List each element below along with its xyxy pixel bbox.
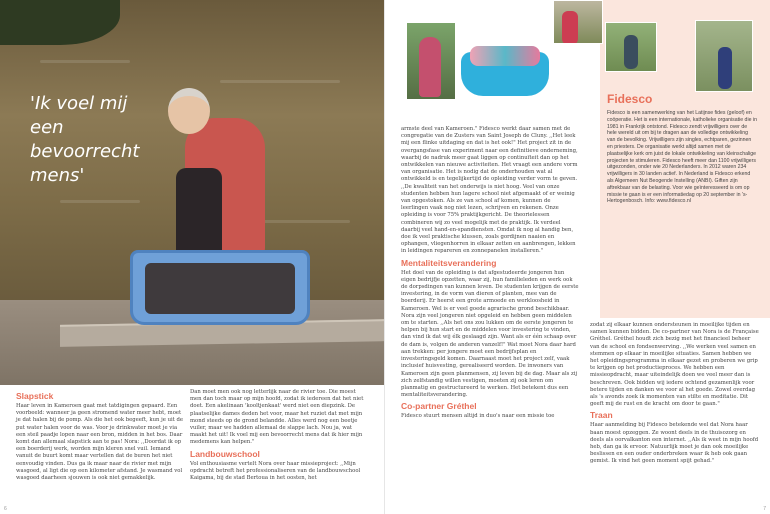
sidebar-title: Fidesco: [607, 92, 653, 106]
water-ripple: [40, 60, 130, 63]
section-heading-co-partner: Co-partner Gréthel: [401, 401, 477, 412]
colorful-clothes: [470, 46, 540, 66]
person-figure: [718, 47, 732, 89]
laundry-in-basin: [145, 263, 295, 314]
person-figure: [419, 37, 441, 97]
photo-woman-carrying: [553, 0, 603, 44]
water-ripple: [220, 80, 340, 83]
laundry-basin: [130, 250, 310, 325]
paragraph: zodat zij elkaar kunnen ondersteunen in moeilijke tijden en samen kunnen bidden. De co-partner van Nora is de Française Gréthel. Gréthel houdt zich bezig met het financieel beheer van de school en fondsenwerving. ,,We werken veel samen en stemmen op elkaar in moeilijke situaties. Samen hebben we het opleidingsprogramma in elkaar gezet en proberen we grip te krijgen op het productieproces. We hebben een missieopdracht, maar uiteindelijk doen we veel meer dan is beschreven. Ook bidden wij iedere ochtend gezamenlijk voor betere tijden en danken we voor al het goede. Zowel overdag als 's avonds zoek ik momenten van stilte en meditatie. Dit geeft mij de rust en de kracht om door te gaan.": [590, 322, 759, 408]
section-heading-slapstick: Slapstick: [16, 391, 54, 401]
sidebar-text: Fidesco is een samenwerking van het Latijnse fides (geloof) en coöperatie. Het is een internationale, katholieke organisatie die in 1981 in Frankrijk ontstond. Fidesco zendt vrijwilligers over de hele wereld uit om bij te dragen aan de volledige ontwikkeling van de bevolking. Vrijwilligers zijn singles, echtparen, gezinnen en priesters. De organisatie werkt altijd samen met de plaatselijke kerk om juist de lokale ontwikkeling van kleinschalige projecten te stimuleren. Fidesco heeft meer dan 1100 vrijwilligers uitgezonden, onder wie 20 Nederlanders. In 2012 waren 234 vrijwilligers in 30 landen actief. In Nederland is Fidesco erkend als Algemeen Nut Beogende Instelling (ANBI). Giften zijn aftrekbaar van de belasting. Voor wie geïnteresseerd is om op missie te gaan is er een informatiedag op 20 september in 's-Hertogenbosch. Info: www.fidesco.nl: [607, 110, 757, 205]
woman-head: [168, 88, 210, 134]
person-figure: [624, 35, 638, 69]
paragraph: Haar aanmelding bij Fidesco betekende wel dat Nora haar baan moest opzeggen. Ze woont deels in de thuisozorg en deels als oorvalkanton een internet. ,,Als ik weet in mijn hoofd heb, dan ga ik ervoor. Natuurlijk moet je dan ook moeilijke beslissen en een ouder onderbreken waar ik heb ook gaan gemist. Ik vind het geen moment spijt gehad.": [590, 422, 759, 465]
section-heading-traan: Traan: [590, 410, 613, 421]
woman-washing-photo: [0, 0, 385, 385]
photo-woman-garden: [695, 20, 753, 92]
left-column-2: [190, 389, 365, 484]
left-column-1: [16, 389, 186, 484]
water-ripple: [60, 200, 140, 203]
section-heading-mentaliteitsverandering: Mentaliteitsverandering: [401, 257, 497, 268]
paragraph: Fidesco stuurt mensen altijd in duo's naar een missie toe: [401, 413, 555, 420]
pull-quote: 'Ik voel mij een bevoorrecht mens': [30, 93, 140, 186]
page-number-left: 6: [4, 506, 7, 512]
paragraph: Haar leven in Kameroen gaat met tatdigingen gepaard. Een voorbeeld: wanneer ja geen stromend water meer hebt, moet je dat halen bij de pomp. Als die het ook begeeft, kun je uit de put water halen voor de was. Voor je drinkwater moet je via een steil paadje lopen naar een bron, midden in het bos. Daar komt dan allemaal slapstick aan te pas! Nora: ,,Doordat ik op een boerderij werk, worden mijn kleren snel vuil. Iemand vanuit de buurt komt maar vertellen dat de buren het niet eenvoudig vinden. Dus ga ik maar naar de rivier met mijn wasgoed, al ligt die op een kilometer afstand. Je wasmand vol wasgoed daarheen sjouwen is ook niet gemakkelijk.: [16, 403, 184, 482]
section-heading-landbouwschool: Landbouwschool: [190, 448, 260, 459]
paragraph: Dan moet men ook nog letterlijk naar de rivier toe. Die moest men dan toch maar op mijn hoofd, zodat ik iedereen dat het niet doet. Een akelinaan 'kooltjenkaat' werd niet een diepzink. De plaatselijke dames deden het voor, maar het ruziet dat met mijn mond steeds op de grond belandde. Alles werd nog een beetje vuiler, maar we hadden allemaal de slappe lach. Nou ja, wat maakt het uit! Ik voel mij een bevoorrecht mens dat ik hier mijn medemens kan helpen.": [190, 389, 364, 446]
right-column-2: [590, 322, 760, 468]
paragraph: armste deel van Kameroen." Fidesco werkt daar samen met de congregatie van de Zusters van Saint Joseph de Cluny. ,,Het leek mij een flinke uitdaging en dat is het ook!" Het project zit in de overgangsfase van experiment naar een definitieve onderneming, waarbij de nadruk meer gaat liggen op continuïteit dan op het ontwikkelen van nieuwe activiteiten. Het vraagt een andere vorm van organisatie. Het is nodig dat de onderhouden wat al ontwikkeld is en tegelijkertijd de opleiding verder vorm te geven. ,,De kwaliteit van het onderwijs is niet hoog. Veel van onze studenten hebben hun lagere school niet afgemaakt of er weinig van opgestoken. Als ze van school af komen, kunnen de leerlingen vaak nog niet lezen, schrijven en rekenen. Onze opleiding is voor 75% praktijkgericht. De theorielessen combineren wij zo veel mogelijk met de praktijk. Ik verdeel daarbij veel hand-en-spandiensten. Omdat ik nog al handig ben, doe ik veel praktische klussen, zoals gordijnen naaien en ophangen, vliegenhorren in elkaar zetten en aanbrengen, lekken in leidingen repareren en zonnepanelen installeren.": [401, 126, 578, 255]
person-figure: [562, 11, 578, 44]
page-number-right: 7: [763, 506, 766, 512]
right-column-1: [401, 126, 579, 423]
photo-laundry-tub: [458, 40, 553, 100]
paragraph: Vol enthousiasme vertelt Nora over haar missieproject: ,,Mijn opdracht betreft het professionaliseren van de landbouwschool Kaigama, bij de stad Bertoua in het oosten, het: [190, 460, 361, 482]
photo-woman-field: [406, 22, 456, 100]
paragraph: Het doel van de opleiding is dat afgestudeerde jongeren hun eigen bedrijfje opzetten, waar zij, hun familieleden en werk ook de dorpsdingen van kunnen leven. De studenten krijgen de eerste investering, in de vorm van dieren of planten, mee van de boerderij. Er heerst een grote armoede en werkloosheid in Kameroen. Wel is er veel goede agrarische grond beschikbaar. Nora zijn veel jongeren niet opgeleid en hebben geen middelen om te starten. ,,Als het ons zou lukken om de eerste jongeren te helpen bij hun start en de middelen voor investering te vinden, dan vind ik dat wij élk geslaagd zijn. Want als er één schaap over de dam is, volgen de anderen vanzelf!" Wat moet Nora daar hard aan trekken: per jongere moet een bedrijfsplan en investeringsgeld komen. Daarnaast moet het project zelf, vaak inclusief huisvesting, gerealiseerd worden. De inwoners van Kameroen zijn geen planmensen, zij leven bij de dag. Maar als zij zich zelfstandig willen vestigen, moeten zij ook leren om planmatig en gestructureerd te werken. Het betekent dus een mentaliteitsverandering.: [401, 269, 579, 399]
water-ripple: [260, 220, 350, 223]
photo-man-path: [605, 22, 657, 72]
right-page: [385, 0, 770, 514]
